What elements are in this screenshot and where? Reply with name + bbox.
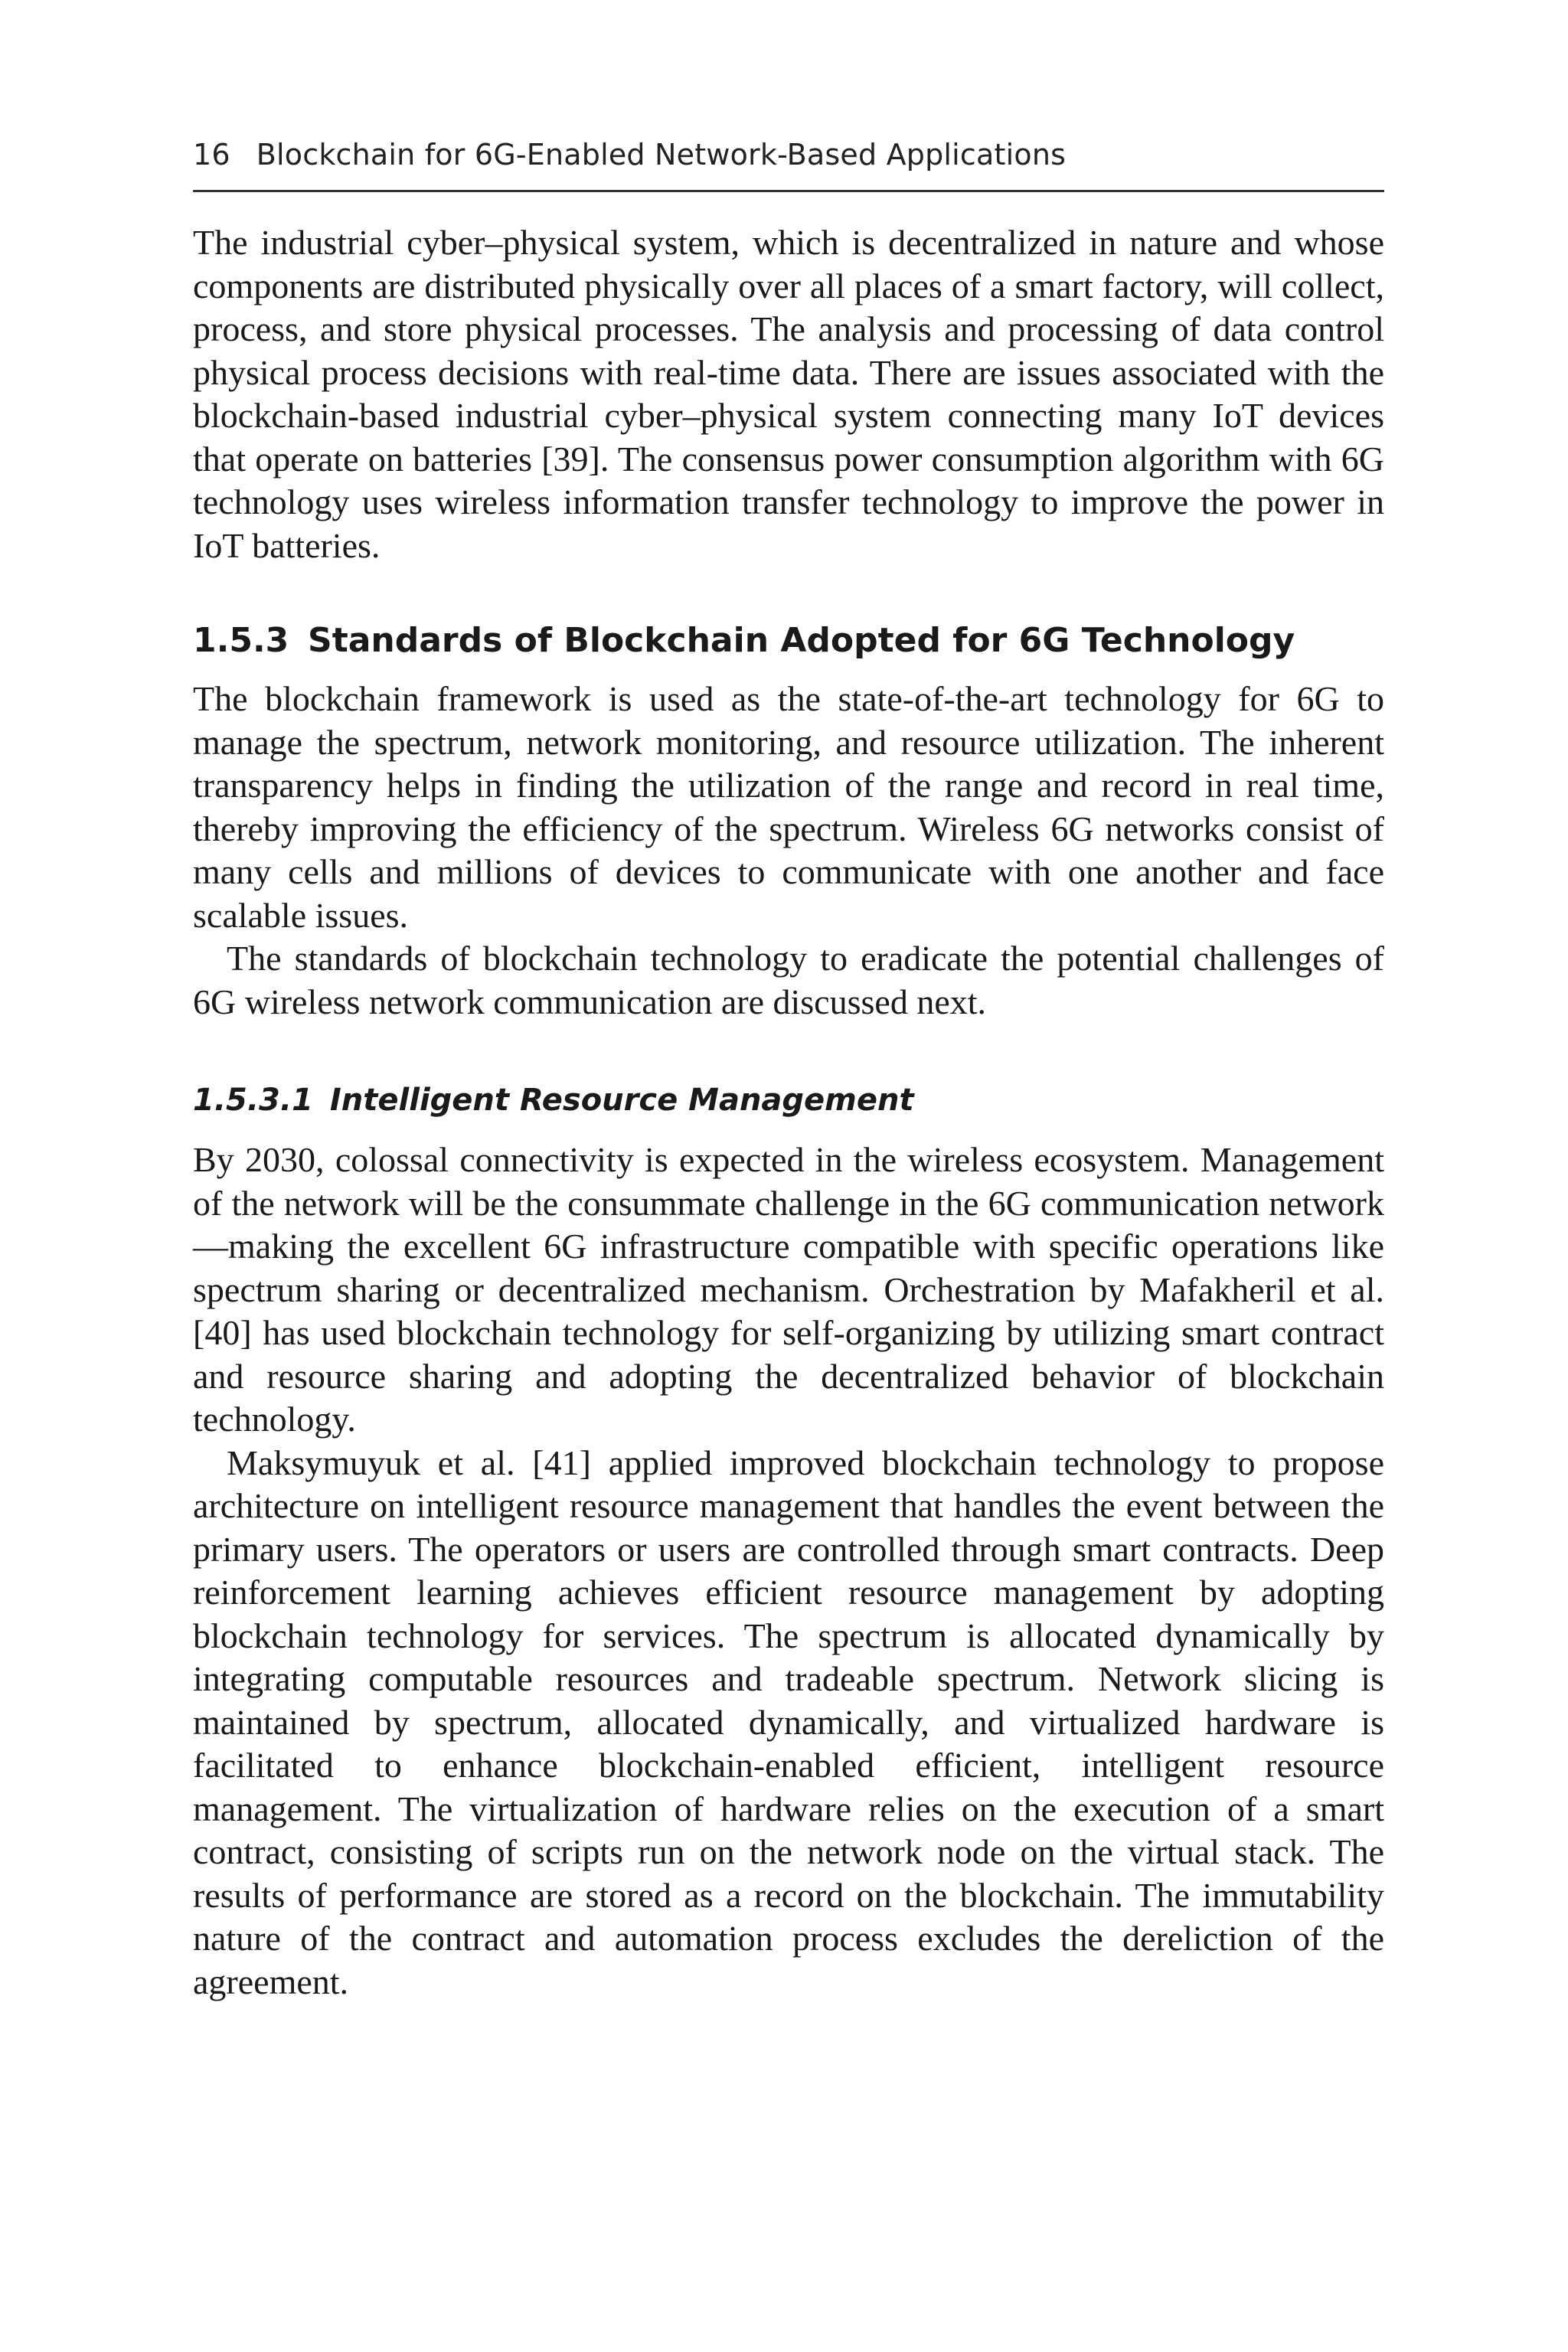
- running-title: Blockchain for 6G-Enabled Network-Based Applications: [256, 138, 1067, 172]
- running-header: [193, 135, 1384, 175]
- subsection-title: Intelligent Resource Management: [329, 1083, 914, 1118]
- book-page: [193, 135, 1384, 2004]
- section-heading-1-5-3: [193, 619, 1384, 662]
- paragraph-resource-2: Maksymuyuk et al. [41] applied improved blockchain technology to propose architecture on intelligent resource management that handles the event between the primary users. The operators or users are controlled through smart contracts. Deep reinforcement learning achieves efficient resource management by adopting blockchain technology for services. The spectrum is allocated dynamically by integrating computable resources and tradeable spectrum. Network slicing is maintained by spectrum, allocated dynamically, and virtualized hardware is facilitated to enhance blockchain-enabled efficient, intelligent resource management. The virtualization of hardware relies on the execution of a smart contract, consisting of scripts run on the network node on the virtual stack. The results of performance are stored as a record on the blockchain. The immutability nature of the contract and automation process excludes the dereliction of the agreement.: [193, 1442, 1384, 2001]
- section-title: Standards of Blockchain Adopted for 6G Technology: [308, 621, 1295, 660]
- page-number: 16: [193, 138, 230, 172]
- header-rule: [193, 190, 1384, 192]
- paragraph-resource-1: By 2030, colossal connectivity is expected in the wireless ecosystem. Management of the network will be the consummate challenge in the 6G communication network—making the excellent 6G infrastructure compatible with specific operations like spectrum sharing or decentralized mechanism. Orchestration by Mafakheril et al. [40] has used blockchain technology for self-organizing by utilizing smart contract and resource sharing and adopting the decentralized behavior of blockchain technology.: [193, 1140, 1384, 1439]
- paragraph-standards-2: The standards of blockchain technology to eradicate the potential challenges of 6G wireless network communication are discussed next.: [193, 939, 1384, 1021]
- subsection-heading-1-5-3-1: [193, 1080, 1384, 1120]
- paragraph-standards-1: The blockchain framework is used as the state-of-the-art technology for 6G to manage the spectrum, network monitoring, and resource utilization. The inherent transparency helps in finding the utilization of the range and record in real time, thereby improving the efficiency of the spectrum. Wireless 6G networks consist of many cells and millions of devices to communicate with one another and face scalable issues.: [193, 679, 1384, 935]
- section-number: 1.5.3: [193, 621, 289, 660]
- subsection-number: 1.5.3.1: [193, 1083, 313, 1118]
- paragraph-intro: The industrial cyber–physical system, which is decentralized in nature and whose components are distributed physically over all places of a smart factory, will collect, process, and store physical processes. The analysis and processing of data control physical process decisions with real-time data. There are issues associated with the blockchain-based industrial cyber–physical system connecting many IoT devices that operate on batteries [39]. The consensus power consumption algorithm with 6G technology uses wireless information transfer technology to improve the power in IoT batteries.: [193, 223, 1384, 565]
